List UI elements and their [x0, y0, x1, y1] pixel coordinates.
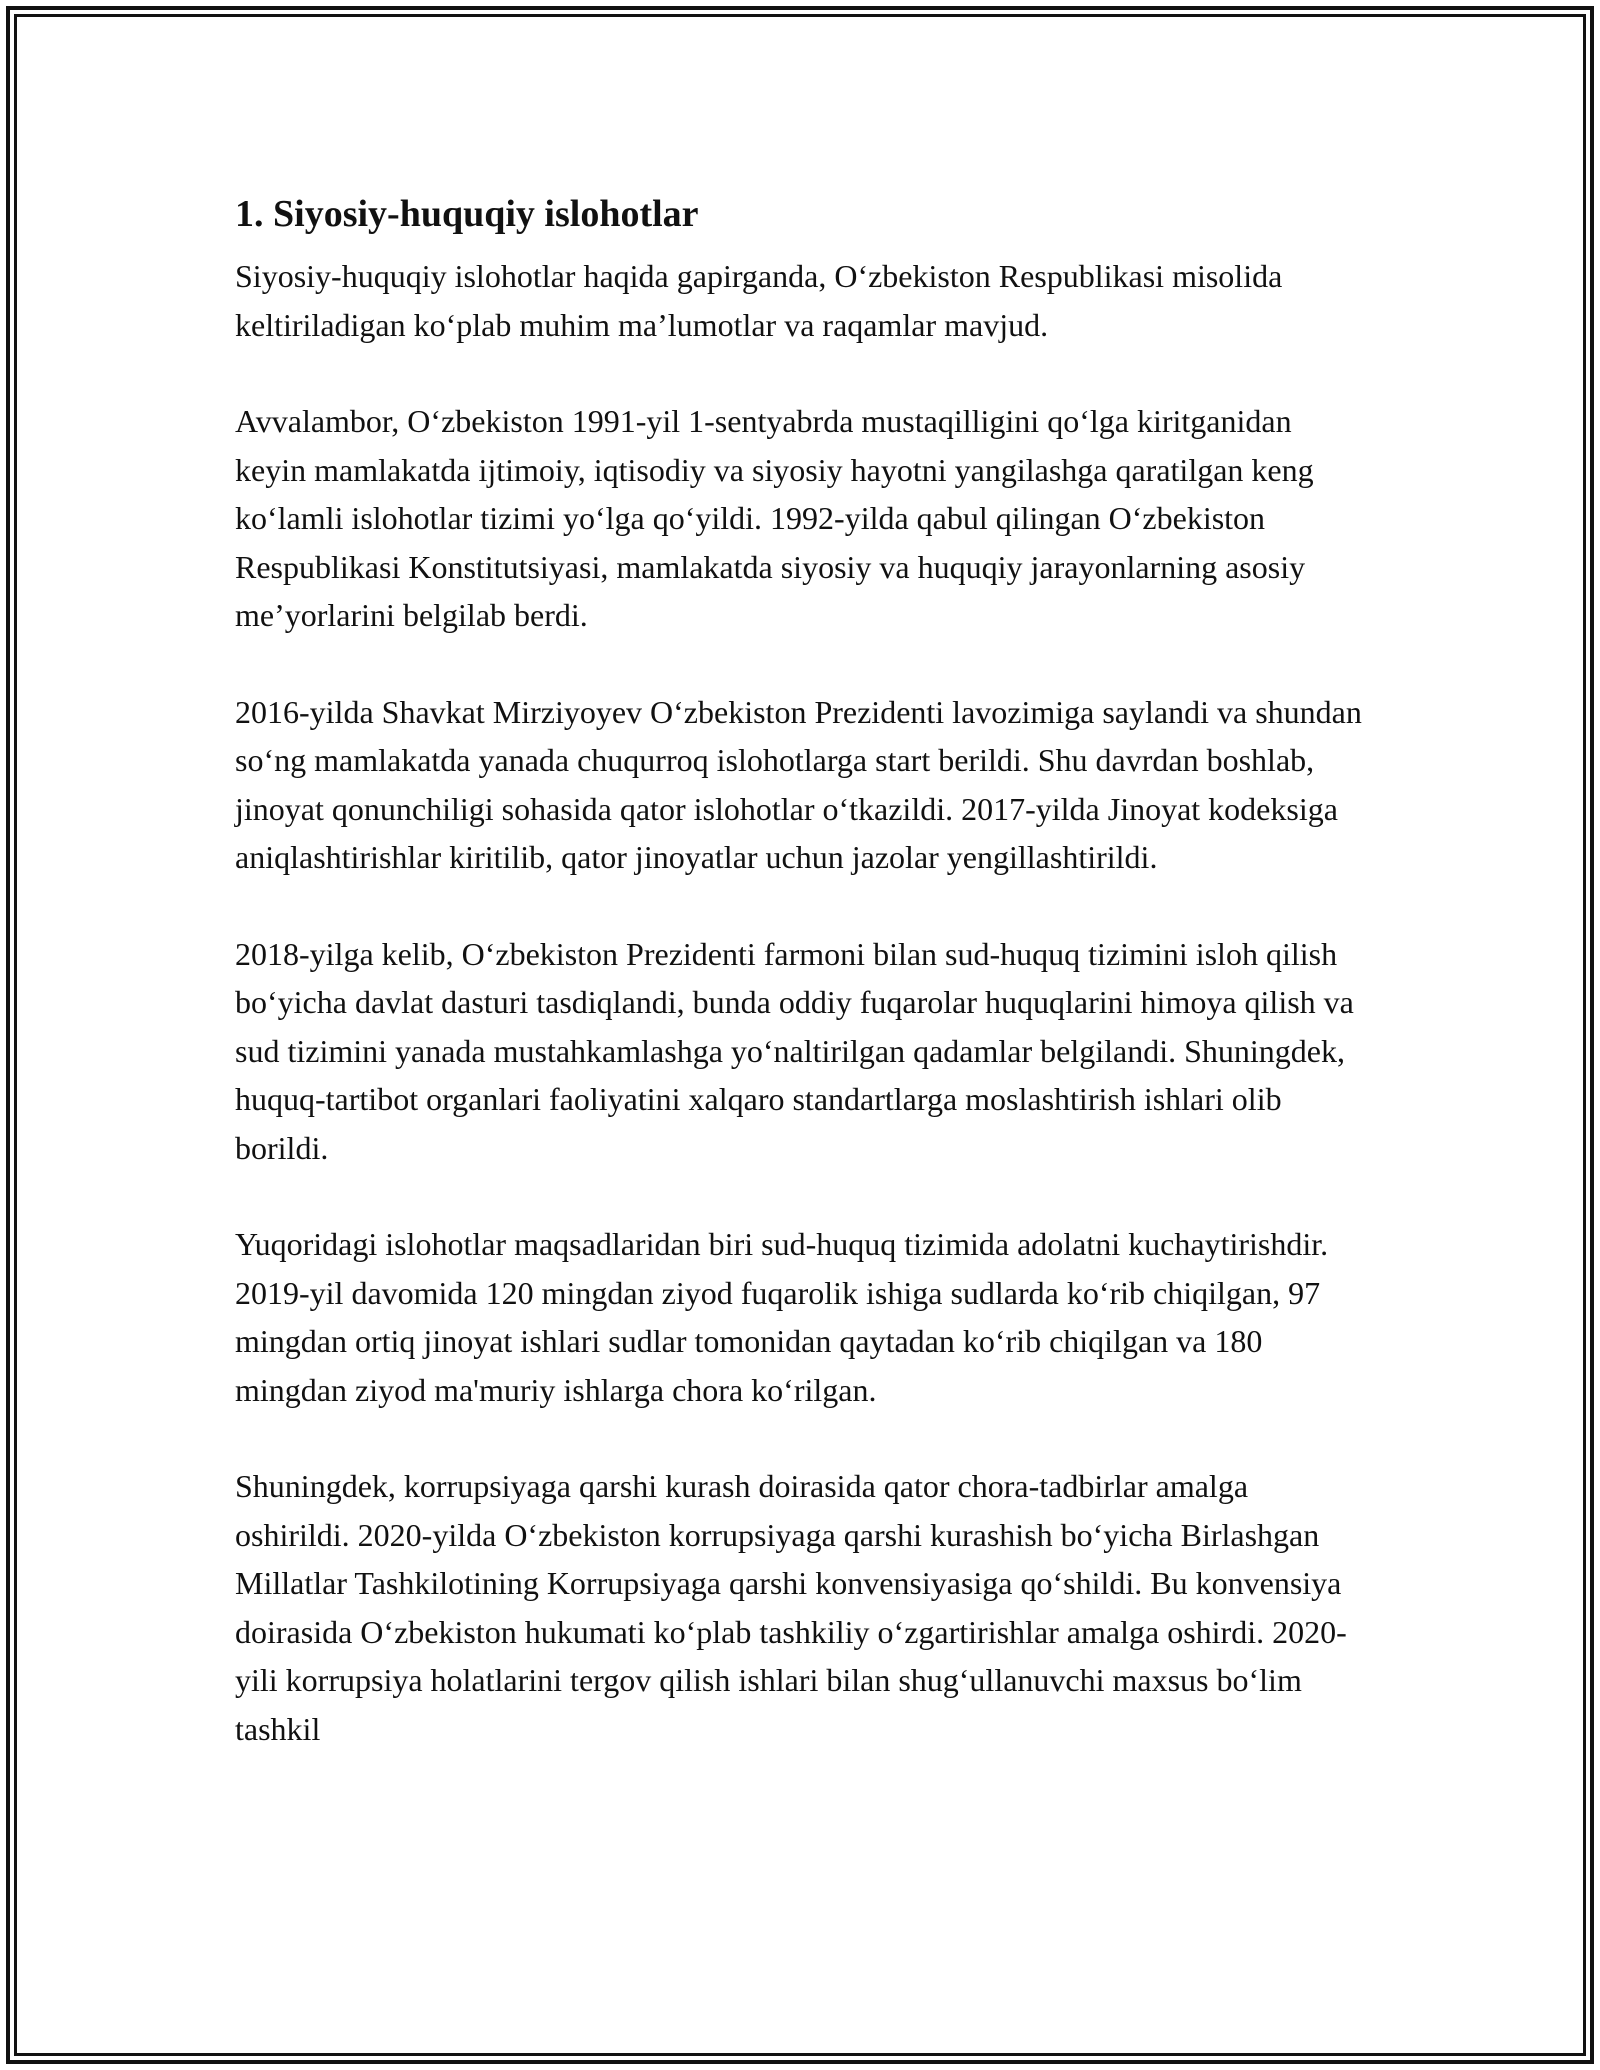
document-body [235, 186, 1370, 1801]
paragraph-independence: Avvalambor, O‘zbekiston 1991-yil 1-sentyabrda mustaqilligini qo‘lga kiritganidan keyin mamlakatda ijtimoiy, iqtisodiy va siyosiy hayotni yangilashga qaratilgan keng ko‘lamli islohotlar tizimi yo‘lga qo‘yildi. 1992-yilda qabul qilingan O‘zbekiston Respublikasi Konstitutsiyasi, mamlakatda siyosiy va huquqiy jarayonlarning asosiy me’yorlarini belgilab berdi. [235, 403, 1314, 633]
paragraph-anti-corruption: Shuningdek, korrupsiyaga qarshi kurash doirasida qator chora-tadbirlar amalga oshirildi. 2020-yilda O‘zbekiston korrupsiyaga qarshi kurashish bo‘yicha Birlashgan Millatlar Tashkilotining Korrupsiyaga qarshi konvensiyasiga qo‘shildi. Bu konvensiya doirasida O‘zbekiston hukumati ko‘plab tashkiliy o‘zgartirishlar amalga oshirdi. 2020-yili korrupsiya holatlarini tergov qilish ishlari bilan shug‘ullanuvchi maxsus bo‘lim tashkil [235, 1468, 1347, 1747]
paragraph-justice-stats: Yuqoridagi islohotlar maqsadlaridan biri sud-huquq tizimida adolatni kuchaytirishdir. 2019-yil davomida 120 mingdan ziyod fuqarolik ishiga sudlarda ko‘rib chiqilgan, 97 mingdan ortiq jinoyat ishlari sudlar tomonidan qaytadan ko‘rib chiqilgan va 180 mingdan ziyod ma'muriy ishlarga chora ko‘rilgan. [235, 1226, 1329, 1408]
paragraph-2016-reforms: 2016-yilda Shavkat Mirziyoyev O‘zbekiston Prezidenti lavozimiga saylandi va shundan so‘ng mamlakatda yanada chuqurroq islohotlarga start berildi. Shu davrdan boshlab, jinoyat qonunchiligi sohasida qator islohotlar o‘tkazildi. 2017-yilda Jinoyat kodeksiga aniqlashtirishlar kiritilib, qator jinoyatlar uchun jazolar yengillashtirildi. [235, 693, 1362, 875]
paragraph-intro: Siyosiy-huquqiy islohotlar haqida gapirganda, O‘zbekiston Respublikasi misolida keltiriladigan ko‘plab muhim ma’lumotlar va raqamlar mavjud. [235, 258, 1283, 343]
paragraph-2018-judicial: 2018-yilga kelib, O‘zbekiston Prezidenti farmoni bilan sud-huquq tizimini isloh qilish bo‘yicha davlat dasturi tasdiqlandi, bunda oddiy fuqarolar huquqlarini himoya qilish va sud tizimini yanada mustahkamlashga yo‘naltirilgan qadamlar belgilandi. Shuningdek, huquq-tartibot organlari faoliyatini xalqaro standartlarga moslashtirish ishlari olib borildi. [235, 935, 1354, 1166]
section-heading: 1. Siyosiy-huquqiy islohotlar [235, 193, 699, 235]
